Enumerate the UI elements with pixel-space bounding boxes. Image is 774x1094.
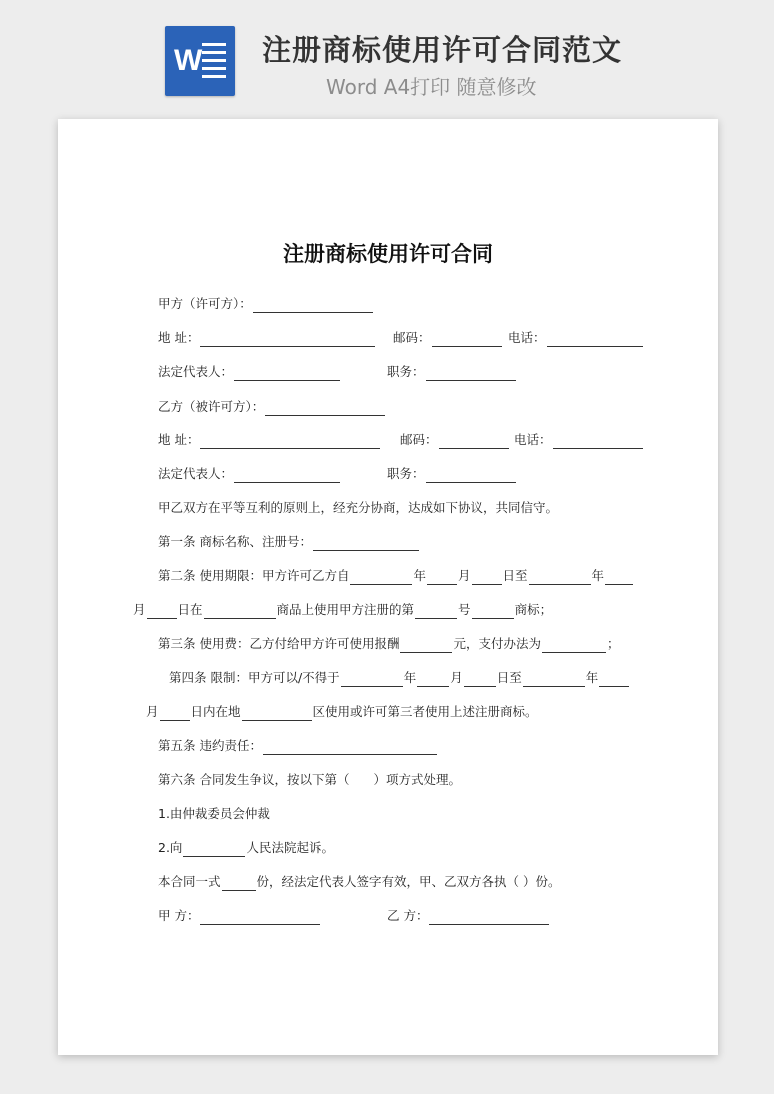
copies-clause [158, 873, 561, 891]
phone-b-line [514, 431, 644, 449]
blank-field [429, 910, 549, 925]
blank-field [605, 570, 633, 585]
blank-field [400, 638, 452, 653]
blank-field [222, 876, 256, 891]
month-label: 月 [450, 670, 463, 685]
year-label: 年 [403, 670, 417, 685]
option-2-text-end: 人民法院起诉。 [246, 840, 334, 855]
day-in-label: 日在 [177, 602, 203, 617]
blank-field [547, 332, 643, 347]
blank-field [426, 468, 516, 483]
day-in-label: 日内在地 [190, 704, 241, 719]
party-a-line [158, 295, 374, 313]
article-5-text: 第五条 违约责任： [158, 738, 262, 753]
blank-field [472, 570, 502, 585]
month-label: 月 [146, 704, 159, 719]
year-label: 年 [413, 568, 426, 583]
blank-field [200, 434, 380, 449]
blank-field [263, 740, 437, 755]
copies-text-end: 份，经法定代表人签字有效，甲、乙双方各执（ ）份。 [256, 874, 561, 889]
goods-text: 商品上使用甲方注册的第 [276, 602, 415, 617]
rep-b-line [158, 465, 341, 483]
blank-field [234, 468, 340, 483]
blank-field [464, 672, 496, 687]
phone-b-label: 电话： [514, 432, 552, 447]
party-a-label: 甲方（许可方）： [158, 296, 252, 311]
watermark [93, 449, 110, 470]
article-4-line-2 [146, 703, 538, 721]
blank-field [313, 536, 419, 551]
option-2 [158, 839, 334, 857]
rep-a-line [158, 363, 341, 381]
position-a-line [387, 363, 517, 381]
blank-field [265, 401, 385, 416]
party-b-label: 乙方（被许可方）： [158, 399, 265, 414]
number-label: 号 [458, 602, 471, 617]
blank-field [542, 638, 606, 653]
blank-field [417, 672, 449, 687]
month-label: 月 [133, 602, 146, 617]
intro-paragraph [158, 499, 558, 517]
signature-a-label: 甲 方： [158, 908, 200, 923]
article-6-text: 第六条 合同发生争议，按以下第（ [158, 772, 350, 787]
postcode-b-label: 邮码： [400, 432, 438, 447]
header [0, 0, 774, 110]
blank-field [415, 604, 457, 619]
blank-field [200, 332, 375, 347]
article-3-text: 第三条 使用费：乙方付给甲方许可使用报酬 [158, 636, 400, 651]
article-2-line-2 [133, 601, 552, 619]
article-5 [158, 737, 438, 755]
header-subtitle: Word A4打印 随意修改 [326, 75, 537, 99]
header-title: 注册商标使用许可合同范文 [262, 33, 623, 67]
blank-field [599, 672, 629, 687]
blank-field [472, 604, 514, 619]
phone-a-label: 电话： [508, 330, 546, 345]
blank-field [242, 706, 312, 721]
blank-field [350, 570, 412, 585]
document-page [58, 119, 718, 1055]
article-6-text-end: ）项方式处理。 [373, 772, 461, 787]
blank-field [147, 604, 177, 619]
document-title: 注册商标使用许可合同 [283, 242, 493, 266]
month-label: 月 [458, 568, 471, 583]
blank-field [341, 672, 403, 687]
article-6 [158, 771, 461, 789]
blank-field [432, 332, 502, 347]
blank-field [439, 434, 509, 449]
copies-text: 本合同一式 [158, 874, 221, 889]
article-4-line-1 [169, 669, 630, 687]
blank-field [183, 842, 245, 857]
postcode-a-label: 邮码： [393, 330, 431, 345]
word-icon [165, 26, 235, 96]
end-punct: ； [607, 636, 620, 651]
blank-field [426, 366, 516, 381]
party-b-line [158, 398, 386, 416]
option-2-text: 2.向 [158, 840, 183, 855]
trademark-label: 商标； [514, 602, 553, 617]
phone-a-line [508, 329, 644, 347]
article-1-text: 第一条 商标名称、注册号： [158, 534, 312, 549]
position-b-label: 职务： [387, 466, 425, 481]
address-b-line [158, 431, 381, 449]
postcode-b-line [400, 431, 510, 449]
article-1 [158, 533, 420, 551]
signature-a [158, 907, 321, 925]
day-to-label: 日至 [502, 568, 528, 583]
year-label: 年 [591, 568, 605, 583]
article-2-line-1 [158, 567, 634, 585]
option-1-text: 1.由仲裁委员会仲裁 [158, 806, 270, 821]
postcode-a-line [393, 329, 503, 347]
address-b-label: 地 址： [158, 432, 200, 447]
blank-field [553, 434, 643, 449]
blank-field [427, 570, 457, 585]
position-a-label: 职务： [387, 364, 425, 379]
word-icon-lines [202, 43, 226, 83]
rep-b-label: 法定代表人： [158, 466, 234, 481]
rep-a-label: 法定代表人： [158, 364, 234, 379]
signature-b [387, 907, 550, 925]
intro-text: 甲乙双方在平等互利的原则上，经充分协商，达成如下协议，共同信守。 [158, 500, 559, 515]
blank-field [200, 910, 320, 925]
article-4-rest: 区使用或许可第三者使用上述注册商标。 [312, 704, 538, 719]
option-1 [158, 805, 270, 823]
blank-field [234, 366, 340, 381]
address-a-line [158, 329, 376, 347]
day-to-label: 日至 [496, 670, 522, 685]
article-4-text: 第四条 限制：甲方可以/不得于 [169, 670, 340, 685]
blank-field [160, 706, 190, 721]
blank-field [253, 298, 373, 313]
article-3 [158, 635, 620, 653]
yuan-text: 元，支付办法为 [453, 636, 541, 651]
signature-b-label: 乙 方： [387, 908, 429, 923]
blank-field [523, 672, 585, 687]
position-b-line [387, 465, 517, 483]
year-label: 年 [585, 670, 599, 685]
blank-field [204, 604, 276, 619]
blank-field [529, 570, 591, 585]
article-2-text: 第二条 使用期限：甲方许可乙方自 [158, 568, 350, 583]
address-a-label: 地 址： [158, 330, 200, 345]
word-icon-letter: W [174, 44, 203, 77]
